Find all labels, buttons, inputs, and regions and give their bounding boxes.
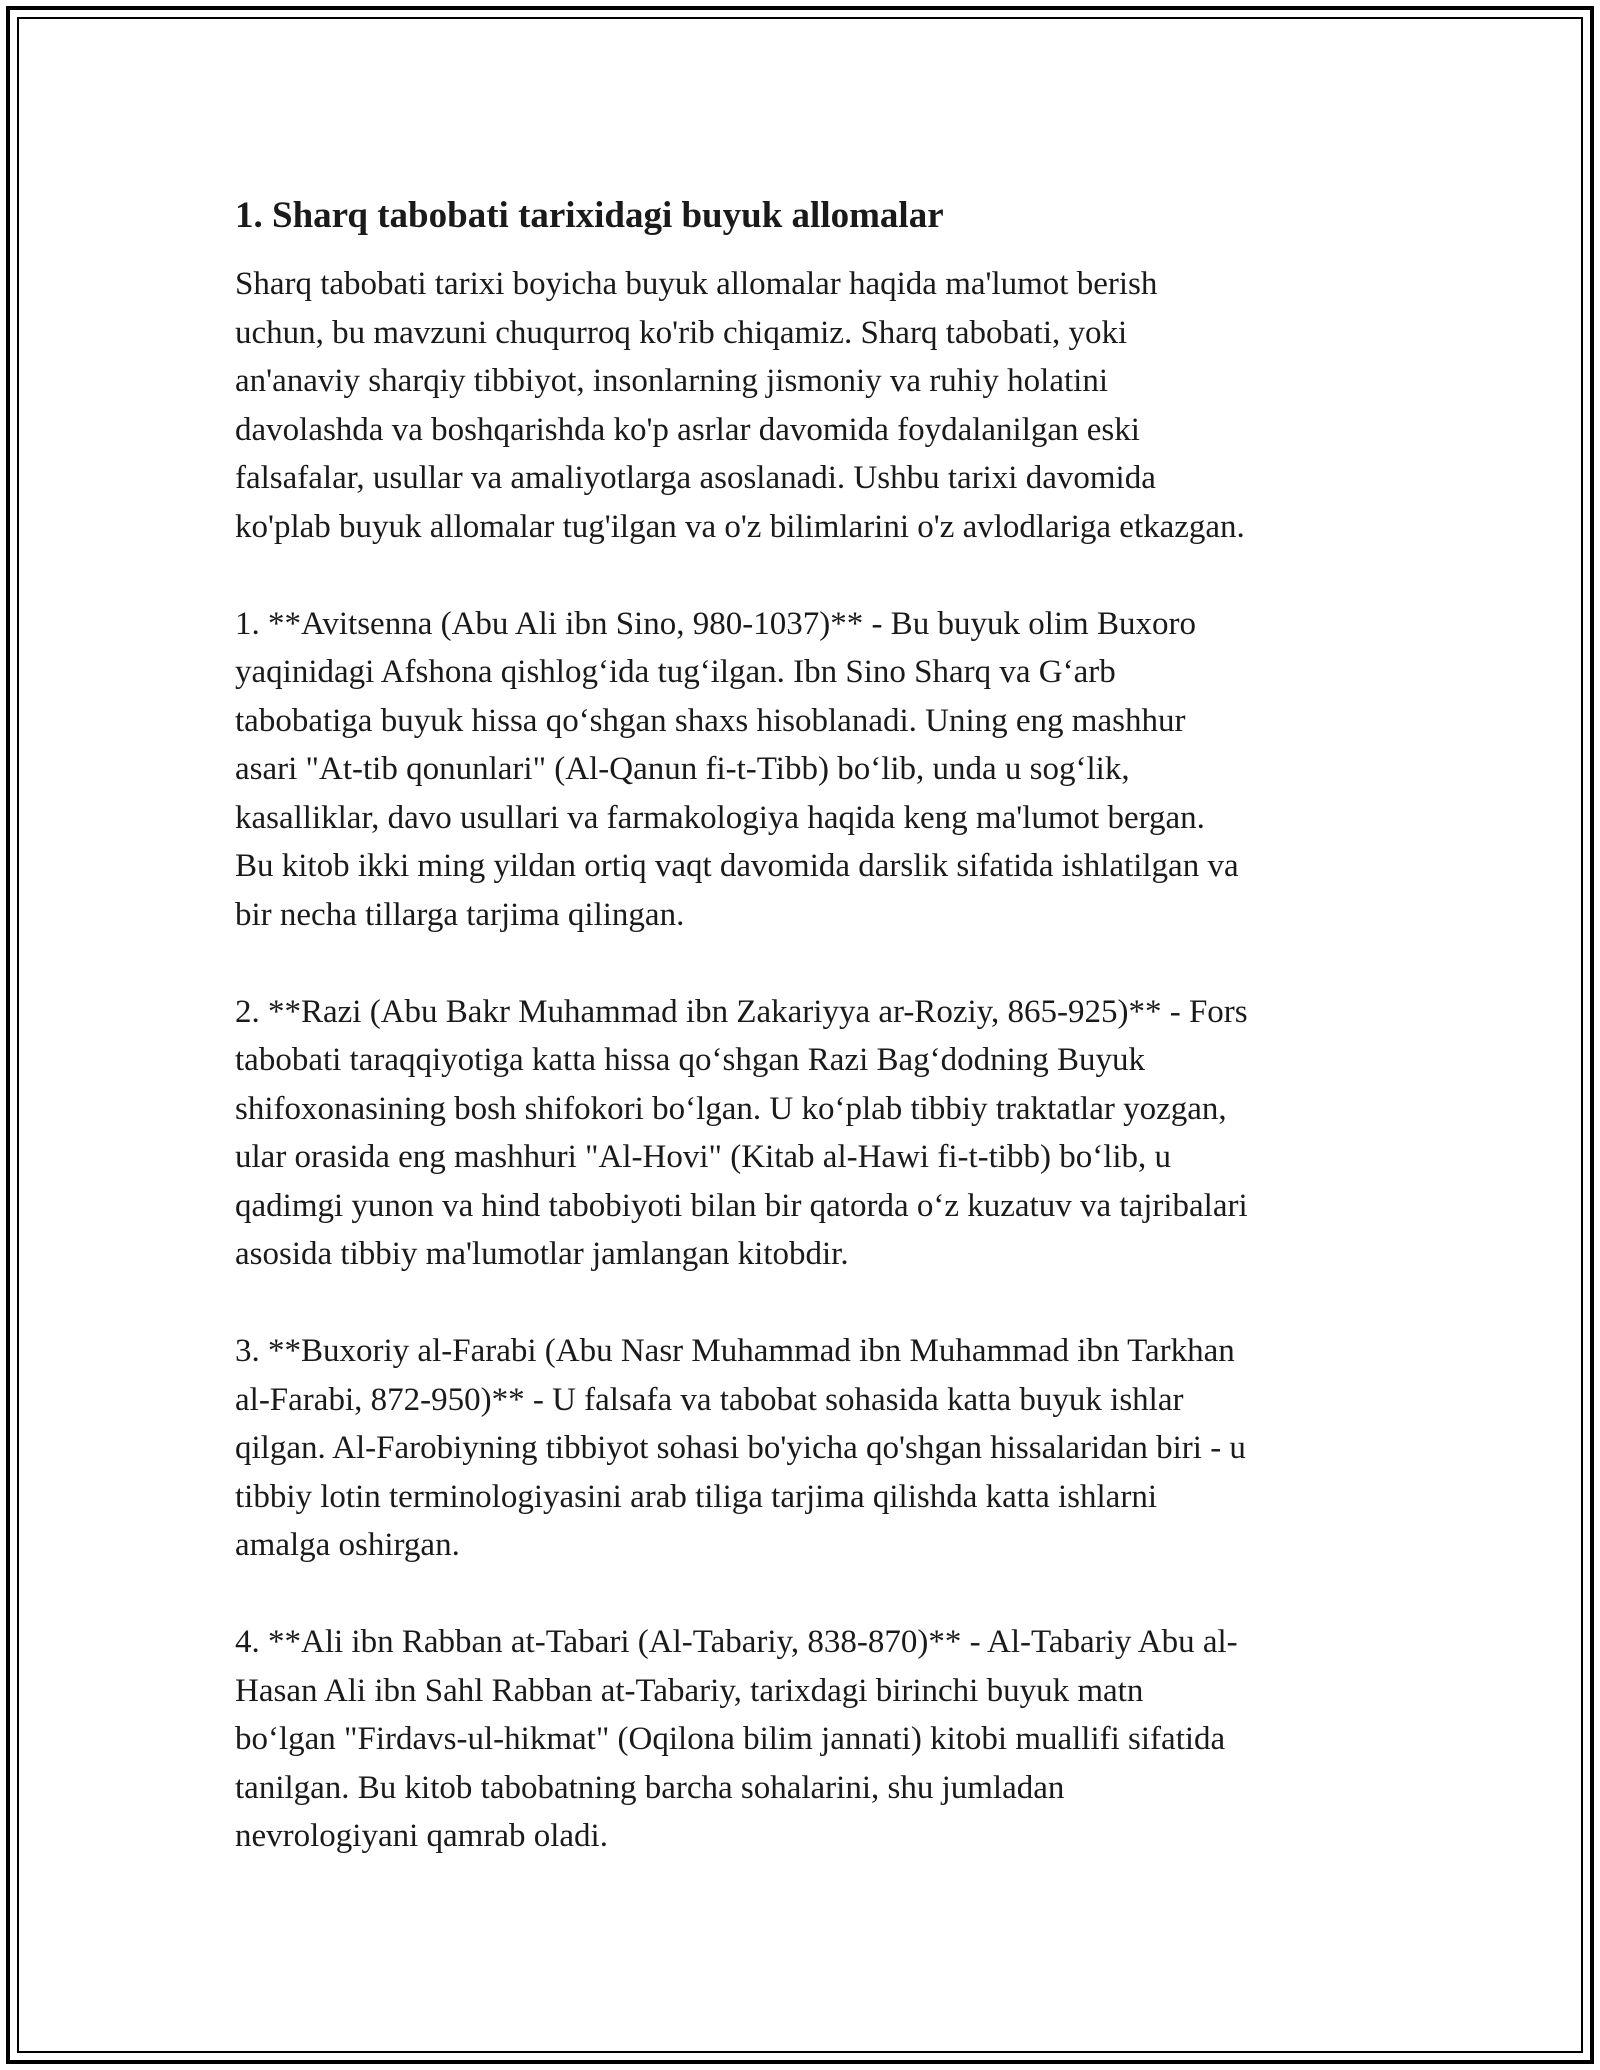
paragraph-razi: 2. **Razi (Abu Bakr Muhammad ibn Zakariyya ar-Roziy, 865-925)** - Fors tabobati taraqqiyotiga katta hissa qo‘shgan Razi Bag‘dodning Buyuk shifoxonasining bosh shifokori bo‘lgan. U ko‘plab tibbiy traktatlar yozgan, ular orasida eng mashhuri "Al-Hovi" (Kitab al-Hawi fi-t-tibb) bo‘lib, u qadimgi yunon va hind tabobiyoti bilan bir qatorda o‘z kuzatuv va tajribalari asosida tibbiy ma'lumotlar jamlangan kitobdir. [235,993,1248,1272]
paragraph-avitsenna: 1. **Avitsenna (Abu Ali ibn Sino, 980-1037)** - Bu buyuk olim Buxoro yaqinidagi Afshona qishlog‘ida tug‘ilgan. Ibn Sino Sharq va G‘arb tabobatiga buyuk hissa qo‘shgan shaxs hisoblanadi. Uning eng mashhur asari "At-tib qonunlari" (Al-Qanun fi-t-Tibb) bo‘lib, unda u sog‘lik, kasalliklar, davo usullari va farmakologiya haqida keng ma'lumot bergan. Bu kitob ikki ming yildan ortiq vaqt davomida darslik sifatida ishlatilgan va bir necha tillarga tarjima qilingan. [235,605,1239,933]
document-body [235,180,1370,1909]
paragraph-tabari: 4. **Ali ibn Rabban at-Tabari (Al-Tabariy, 838-870)** - Al-Tabariy Abu al- Hasan Ali ibn Sahl Rabban at-Tabariy, tarixdagi birinchi buyuk matn bo‘lgan "Firdavs-ul-hikmat" (Oqilona bilim jannati) kitobi muallifi sifatida tanilgan. Bu kitob tabobatning barcha sohalarini, shu jumladan nevrologiyani qamrab oladi. [235,1624,1238,1854]
section-heading: 1. Sharq tabobati tarixidagi buyuk allomalar [235,195,944,236]
intro-paragraph: Sharq tabobati tarixi boyicha buyuk allomalar haqida ma'lumot berish uchun, bu mavzuni chuqurroq ko'rib chiqamiz. Sharq tabobati, yoki an'anaviy sharqiy tibbiyot, insonlarning jismoniy va ruhiy holatini davolashda va boshqarishda ko'p asrlar davomida foydalanilgan eski falsafalar, usullar va amaliyotlarga asoslanadi. Ushbu tarixi davomida ko'plab buyuk allomalar tug'ilgan va o'z bilimlarini o'z avlodlariga etkazgan. [235,266,1245,545]
paragraph-farabi: 3. **Buxoriy al-Farabi (Abu Nasr Muhammad ibn Muhammad ibn Tarkhan al-Farabi, 872-950)** - U falsafa va tabobat sohasida katta buyuk ishlar qilgan. Al-Farobiyning tibbiyot sohasi bo'yicha qo'shgan hissalaridan biri - u tibbiy lotin terminologiyasini arab tiliga tarjima qilishda katta ishlarni amalga oshirgan. [235,1333,1246,1563]
